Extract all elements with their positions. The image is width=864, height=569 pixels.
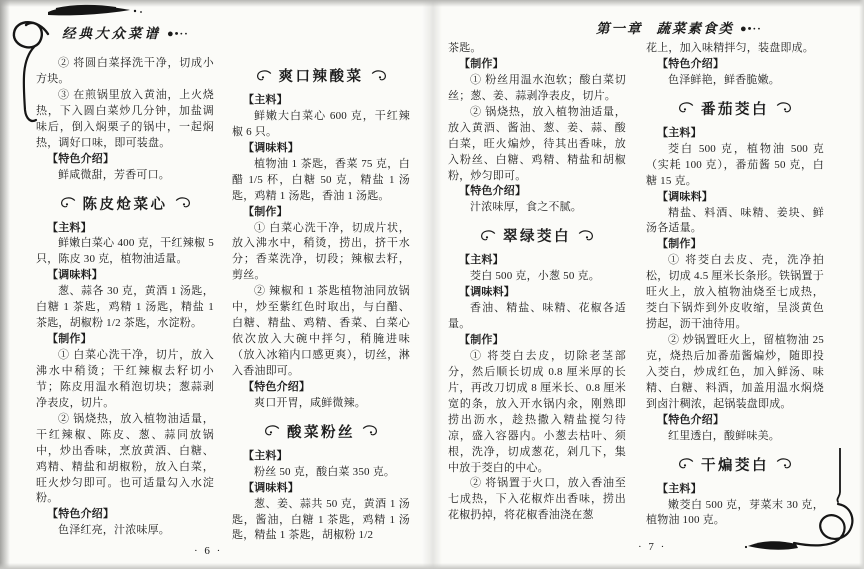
title-curl-icon <box>264 425 280 437</box>
section-label: 【调味料】 <box>657 190 713 203</box>
chapter-number: 第一章 <box>596 21 643 36</box>
body-paragraph: ① 粉丝用温水泡软；酸白菜切丝；葱、姜、蒜剥净表皮，切片。 <box>448 73 626 102</box>
section-label: 【调味料】 <box>459 286 515 299</box>
section-label: 【特色介绍】 <box>657 413 725 426</box>
running-header-left <box>62 22 189 42</box>
title-curl-icon <box>480 230 496 242</box>
text-column <box>646 41 824 529</box>
section-label: 【制作】 <box>459 334 504 346</box>
page-gutter-shadow <box>422 0 442 569</box>
recipe-title-text: 翠绿茭白 <box>503 229 571 246</box>
body-paragraph: ① 白菜心洗干净，切成片状，放入沸水中，稍烫，捞出，挤干水分；香菜洗净，切段；辣椒去籽，剪丝。 <box>232 221 410 282</box>
body-paragraph: ② 炒锅置旺火上，留植物油 25 克，烧热后加番茄酱煸炒，随即投入茭白，炒成红色，加入鲜汤、味精、白糖、料酒，加盖用温水焖烧到卤汁稠浓，起锅装盘即成。 <box>646 334 824 410</box>
section-label: 【主料】 <box>243 94 288 106</box>
body-paragraph: 鲜咸微甜，芳香可口。 <box>58 168 170 181</box>
section-label: 【主料】 <box>657 482 702 495</box>
recipe-title <box>232 65 410 86</box>
title-curl-icon <box>362 425 378 437</box>
section-label: 【制作】 <box>459 57 504 70</box>
recipe-title <box>36 193 214 214</box>
body-paragraph: 茶匙。 <box>448 42 482 54</box>
chapter-title: 蔬菜素食类 <box>656 21 734 36</box>
body-paragraph: 茭白 500 克，植物油 500 克（实耗 100 克），番茄酱 50 克，白糖 15 克。 <box>646 142 824 187</box>
title-curl-icon <box>371 70 387 82</box>
body-paragraph: 鲜嫩白菜心 400 克，干红辣椒 5 只，陈皮 30 克，植物油适量。 <box>36 237 214 266</box>
title-curl-icon <box>776 102 792 114</box>
body-paragraph: 爽口开胃，咸鲜微辣。 <box>254 396 366 409</box>
header-dots-icon: ●•·· <box>740 23 762 35</box>
body-paragraph: 鲜嫩大白菜心 600 克，干红辣椒 6 只。 <box>232 109 410 138</box>
body-paragraph: 汁浓味厚，食之不腻。 <box>470 201 582 214</box>
title-curl-icon <box>578 230 594 242</box>
body-paragraph: ③ 在煎锅里放入黄油，上火烧热，下入圆白菜炒几分钟，加盐调味后，倒入焖栗子的锅中，一起焖热，调好口味，即可装盘。 <box>36 88 214 149</box>
title-curl-icon <box>175 197 191 209</box>
recipe-title <box>646 98 824 119</box>
body-paragraph: ② 辣椒和 1 茶匙植物油同放锅中，炒至紫红色时取出，与白醋、白糖、精盐、鸡精、香菜、白菜心依次放入大碗中拌匀，稍腌进味（放入冰箱内口感更爽），切丝，淋入香油即可。 <box>232 285 410 377</box>
recipe-title-text: 爽口辣酸菜 <box>278 69 364 85</box>
section-label: 【调味料】 <box>243 141 299 154</box>
text-column <box>36 56 214 544</box>
body-paragraph: ② 将锅置于火口，放入香油至七成热，下入花椒炸出香味，捞出花椒扔掉，将花椒香油浇在葱 <box>448 477 626 522</box>
recipe-title-text: 酸菜粉丝 <box>287 424 355 441</box>
title-curl-icon <box>60 197 76 209</box>
section-label: 【调味料】 <box>47 269 103 282</box>
body-paragraph: 粉丝 50 克，酸白菜 350 克。 <box>254 465 396 478</box>
title-curl-icon <box>776 458 792 470</box>
body-paragraph: ① 将茭白去皮、壳，洗净拍松，切成 4.5 厘米长条形。铁锅置于旺火上，放入植物油烧至七成热，茭白下锅炸到外皮收缩，呈淡黄色捞起，沥干油待用。 <box>646 254 824 331</box>
section-label: 【特色介绍】 <box>243 380 311 393</box>
section-label: 【主料】 <box>459 254 504 267</box>
recipe-title-text: 番茄茭白 <box>701 101 769 118</box>
title-curl-icon <box>678 102 694 114</box>
page-number-left: · 6 · <box>194 545 223 557</box>
section-label: 【主料】 <box>657 126 702 139</box>
text-column <box>448 41 626 529</box>
body-paragraph: 嫩茭白 500 克，芽菜末 30 克，植物油 100 克。 <box>646 498 824 527</box>
recipe-title-text: 陈皮炝菜心 <box>82 196 168 213</box>
recipe-title <box>646 454 824 475</box>
body-paragraph: 红里透白，酸鲜味美。 <box>668 429 780 442</box>
title-curl-icon <box>256 70 272 82</box>
body-paragraph: ② 锅烧热，放入植物油适量，放入黄酒、酱油、葱、姜、蒜、酸白菜，旺火煸炒，待其出香味，放入粉丝、白糖、鸡精、精盐和胡椒粉，炒匀即可。 <box>448 105 626 182</box>
section-label: 【制作】 <box>243 205 288 218</box>
recipe-title-text: 干煸茭白 <box>701 457 769 474</box>
title-curl-icon <box>678 458 694 470</box>
scan-edge-bottom <box>0 563 864 569</box>
body-paragraph: 花上，加入味精拌匀，装盘即成。 <box>646 42 814 54</box>
page-number-right: · 7 · <box>638 541 667 553</box>
recipe-title <box>232 421 410 442</box>
section-label: 【主料】 <box>243 449 288 462</box>
body-paragraph: ② 锅烧热，放入植物油适量，干红辣椒、陈皮、葱、蒜同放锅中，炒出香味，烹放黄酒、白糖、鸡精、精盐和胡椒粉，放入白菜，旺火炒匀即可。也可适量勾入水淀粉。 <box>36 412 214 505</box>
body-paragraph: 香油、精盐、味精、花椒各适量。 <box>448 302 626 331</box>
running-header-right <box>596 17 762 37</box>
body-paragraph: 葱、蒜各 30 克，黄酒 1 汤匙，白糖 1 茶匙，鸡精 1 汤匙，精盐 1 茶匙，胡椒粉 1/2 茶匙，水淀粉。 <box>36 285 214 330</box>
body-paragraph: 茭白 500 克，小葱 50 克。 <box>470 270 600 283</box>
body-paragraph: ② 将圆白菜择洗干净，切成小方块。 <box>36 57 214 85</box>
book-title: 经典大众菜谱 <box>62 26 161 41</box>
section-label: 【特色介绍】 <box>47 508 115 521</box>
recipe-title <box>448 225 626 246</box>
section-label: 【调味料】 <box>243 481 299 494</box>
section-label: 【主料】 <box>47 221 92 234</box>
page-7 <box>448 41 826 529</box>
page-6 <box>36 56 410 544</box>
body-paragraph: 色泽鲜艳，鲜香脆嫩。 <box>668 73 780 86</box>
section-label: 【特色介绍】 <box>459 185 527 198</box>
section-label: 【制作】 <box>657 238 702 251</box>
text-column <box>232 56 410 544</box>
body-paragraph: 色泽红亮，汁浓味厚。 <box>58 524 170 537</box>
body-paragraph: 植物油 1 茶匙，香菜 75 克，白醋 1/5 杯，白糖 50 克，精盐 1 汤匙，鸡精 1 汤匙，香油 1 汤匙。 <box>232 157 410 202</box>
body-paragraph: 精盐、料酒、味精、姜块、鲜汤各适量。 <box>646 206 824 235</box>
section-label: 【制作】 <box>47 333 92 346</box>
body-paragraph: ① 将茭白去皮，切除老茎部分，然后顺长切成 0.8 厘米厚的长片，再改刀切成 8 厘米长、0.8 厘米宽的条，放入开水锅内汆，刚熟即捞出沥水，趁热撒入精盐搅匀待凉，盛入容器内。小葱去枯叶、须根，洗净，切成葱花，剁几下，集中放于茭白的中心。 <box>448 349 626 474</box>
body-paragraph: ① 白菜心洗干净，切片，放入沸水中稍烫；干红辣椒去籽切小节；陈皮用温水稍泡切块；葱蒜剥净表皮，切片。 <box>36 349 214 409</box>
section-label: 【特色介绍】 <box>657 57 725 70</box>
section-label: 【特色介绍】 <box>47 152 115 165</box>
header-dots-icon: ●•·· <box>167 28 189 40</box>
body-paragraph: 葱、姜、蒜共 50 克，黄酒 1 汤匙，酱油，白糖 1 茶匙，鸡精 1 汤匙，精盐 1 茶匙，胡椒粉 1/2 <box>232 497 410 542</box>
